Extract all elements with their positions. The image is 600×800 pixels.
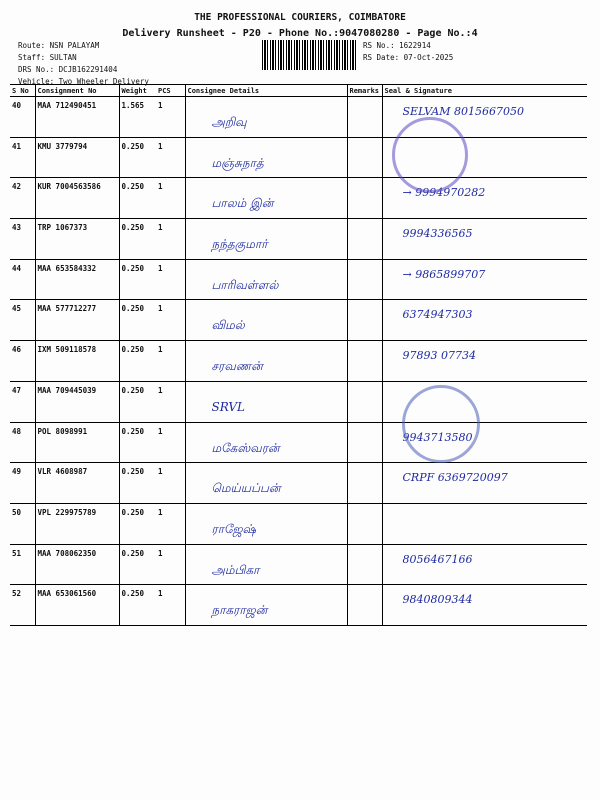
cell-consignment: MAA 708062350	[35, 544, 119, 585]
cell-seal	[382, 463, 587, 504]
cell-consignee	[185, 503, 347, 544]
cell-remarks	[347, 544, 382, 585]
meta-right	[363, 40, 453, 64]
handwritten-signature: 8056467166	[402, 552, 473, 566]
cell-pcs: 1	[156, 137, 185, 178]
cell-consignment: MAA 712490451	[35, 97, 119, 138]
cell-weight: 0.250	[119, 585, 156, 626]
meta-left	[18, 40, 149, 88]
cell-weight: 0.250	[119, 544, 156, 585]
table-row	[10, 97, 587, 138]
route-label: Route: NSN PALAYAM	[18, 41, 100, 50]
runsheet-table	[10, 84, 587, 626]
table-header-row	[10, 85, 587, 97]
cell-pcs: 1	[156, 422, 185, 463]
cell-pcs: 1	[156, 97, 185, 138]
handwritten-consignee: சரவணன்	[211, 359, 263, 374]
table-row	[10, 381, 587, 422]
cell-remarks	[347, 259, 382, 300]
table-row	[10, 300, 587, 341]
cell-seal	[382, 503, 587, 544]
cell-consignee	[185, 463, 347, 504]
cell-remarks	[347, 219, 382, 260]
cell-consignee	[185, 341, 347, 382]
handwritten-consignee: மெய்யப்பன்	[211, 481, 281, 496]
cell-consignment: MAA 653061560	[35, 585, 119, 626]
company-title: THE PROFESSIONAL COURIERS, COIMBATORE	[194, 12, 406, 23]
handwritten-signature: CRPF 6369720097	[402, 471, 508, 485]
cell-consignment: TRP 1067373	[35, 219, 119, 260]
cell-weight: 0.250	[119, 503, 156, 544]
cell-remarks	[347, 178, 382, 219]
cell-seal	[382, 544, 587, 585]
col-pcs: PCS	[156, 85, 185, 97]
cell-consignee	[185, 300, 347, 341]
cell-weight: 0.250	[119, 300, 156, 341]
staff-label: Staff: SULTAN	[18, 53, 77, 62]
handwritten-consignee: மகேஸ்வரன்	[211, 440, 280, 455]
cell-remarks	[347, 341, 382, 382]
handwritten-consignee: விமல்	[211, 318, 245, 333]
cell-remarks	[347, 381, 382, 422]
col-seal: Seal & Signature	[382, 85, 587, 97]
cell-sno: 44	[10, 259, 35, 300]
cell-pcs: 1	[156, 341, 185, 382]
cell-remarks	[347, 137, 382, 178]
handwritten-consignee: SRVL	[211, 399, 245, 414]
cell-weight: 0.250	[119, 381, 156, 422]
table-row	[10, 422, 587, 463]
cell-consignment: KMU 3779794	[35, 137, 119, 178]
cell-weight: 0.250	[119, 137, 156, 178]
handwritten-consignee: ராஜேஷ்	[211, 521, 256, 536]
cell-sno: 41	[10, 137, 35, 178]
cell-sno: 52	[10, 585, 35, 626]
cell-consignee	[185, 219, 347, 260]
cell-pcs: 1	[156, 300, 185, 341]
cell-consignment: KUR 7004563586	[35, 178, 119, 219]
cell-consignee	[185, 97, 347, 138]
table-row	[10, 503, 587, 544]
cell-remarks	[347, 97, 382, 138]
cell-weight: 1.565	[119, 97, 156, 138]
handwritten-consignee: அம்பிகா	[211, 562, 260, 577]
table-row	[10, 544, 587, 585]
cell-consignee	[185, 422, 347, 463]
cell-seal	[382, 585, 587, 626]
barcode-image	[262, 40, 358, 70]
cell-remarks	[347, 422, 382, 463]
cell-pcs: 1	[156, 178, 185, 219]
cell-weight: 0.250	[119, 259, 156, 300]
handwritten-consignee: நந்தகுமார்	[211, 237, 268, 252]
cell-pcs: 1	[156, 381, 185, 422]
company-seal-stamp	[392, 117, 468, 193]
col-remarks: Remarks	[347, 85, 382, 97]
cell-consignment: VPL 229975789	[35, 503, 119, 544]
rs-number: RS No.: 1622914	[363, 41, 431, 50]
rs-date: RS Date: 07-Oct-2025	[363, 53, 454, 62]
cell-pcs: 1	[156, 503, 185, 544]
cell-consignment: VLR 4608987	[35, 463, 119, 504]
col-sno: S No	[10, 85, 35, 97]
cell-seal	[382, 259, 587, 300]
cell-consignee	[185, 178, 347, 219]
cell-weight: 0.250	[119, 463, 156, 504]
handwritten-consignee: மஞ்சுநாத்	[211, 155, 264, 170]
cell-sno: 50	[10, 503, 35, 544]
cell-remarks	[347, 503, 382, 544]
col-consignment: Consignment No	[35, 85, 119, 97]
col-consignee: Consignee Details	[185, 85, 347, 97]
cell-pcs: 1	[156, 259, 185, 300]
cell-remarks	[347, 585, 382, 626]
handwritten-signature: 97893 07734	[402, 349, 476, 363]
handwritten-consignee: அறிவு	[211, 115, 247, 129]
handwritten-signature: 9994336565	[402, 227, 473, 241]
cell-consignment: MAA 709445039	[35, 381, 119, 422]
col-weight: Weight	[119, 85, 156, 97]
cell-sno: 46	[10, 341, 35, 382]
table-row	[10, 341, 587, 382]
cell-sno: 48	[10, 422, 35, 463]
table-row	[10, 463, 587, 504]
cell-sno: 42	[10, 178, 35, 219]
cell-pcs: 1	[156, 544, 185, 585]
cell-pcs: 1	[156, 219, 185, 260]
table-row	[10, 137, 587, 178]
handwritten-signature: → 9994970282	[402, 186, 486, 200]
cell-seal	[382, 219, 587, 260]
cell-sno: 43	[10, 219, 35, 260]
cell-weight: 0.250	[119, 341, 156, 382]
cell-pcs: 1	[156, 585, 185, 626]
table-row	[10, 585, 587, 626]
cell-consignee	[185, 381, 347, 422]
table-row	[10, 219, 587, 260]
cell-weight: 0.250	[119, 219, 156, 260]
vehicle-label: Vehicle: Two Wheeler Delivery	[18, 77, 149, 86]
cell-pcs: 1	[156, 463, 185, 504]
cell-sno: 45	[10, 300, 35, 341]
drs-label: DRS No.: DCJB162291404	[18, 65, 118, 74]
cell-sno: 40	[10, 97, 35, 138]
cell-seal	[382, 300, 587, 341]
cell-consignment: POL 8098991	[35, 422, 119, 463]
company-seal-stamp	[402, 385, 480, 463]
cell-consignee	[185, 544, 347, 585]
table-row	[10, 178, 587, 219]
handwritten-signature: 9840809344	[402, 593, 473, 607]
cell-consignee	[185, 137, 347, 178]
handwritten-consignee: பாரிவள்ளல்	[211, 277, 279, 292]
cell-sno: 47	[10, 381, 35, 422]
cell-weight: 0.250	[119, 178, 156, 219]
cell-seal	[382, 341, 587, 382]
handwritten-consignee: பாலம் இன்	[211, 196, 274, 211]
handwritten-signature: 6374947303	[402, 308, 473, 322]
table-row	[10, 259, 587, 300]
handwritten-consignee: நாகராஜன்	[211, 603, 268, 618]
cell-consignee	[185, 259, 347, 300]
cell-weight: 0.250	[119, 422, 156, 463]
cell-consignment: IXM 509118578	[35, 341, 119, 382]
cell-remarks	[347, 300, 382, 341]
cell-consignment: MAA 653584332	[35, 259, 119, 300]
cell-sno: 51	[10, 544, 35, 585]
cell-consignment: MAA 577712277	[35, 300, 119, 341]
cell-consignee	[185, 585, 347, 626]
runsheet-subtitle: Delivery Runsheet - P20 - Phone No.:9047080280 - Page No.:4	[122, 28, 478, 39]
cell-remarks	[347, 463, 382, 504]
handwritten-signature: SELVAM 8015667050	[402, 105, 524, 118]
handwritten-signature: 9943713580	[402, 430, 473, 444]
cell-sno: 49	[10, 463, 35, 504]
handwritten-signature: → 9865899707	[402, 267, 486, 281]
